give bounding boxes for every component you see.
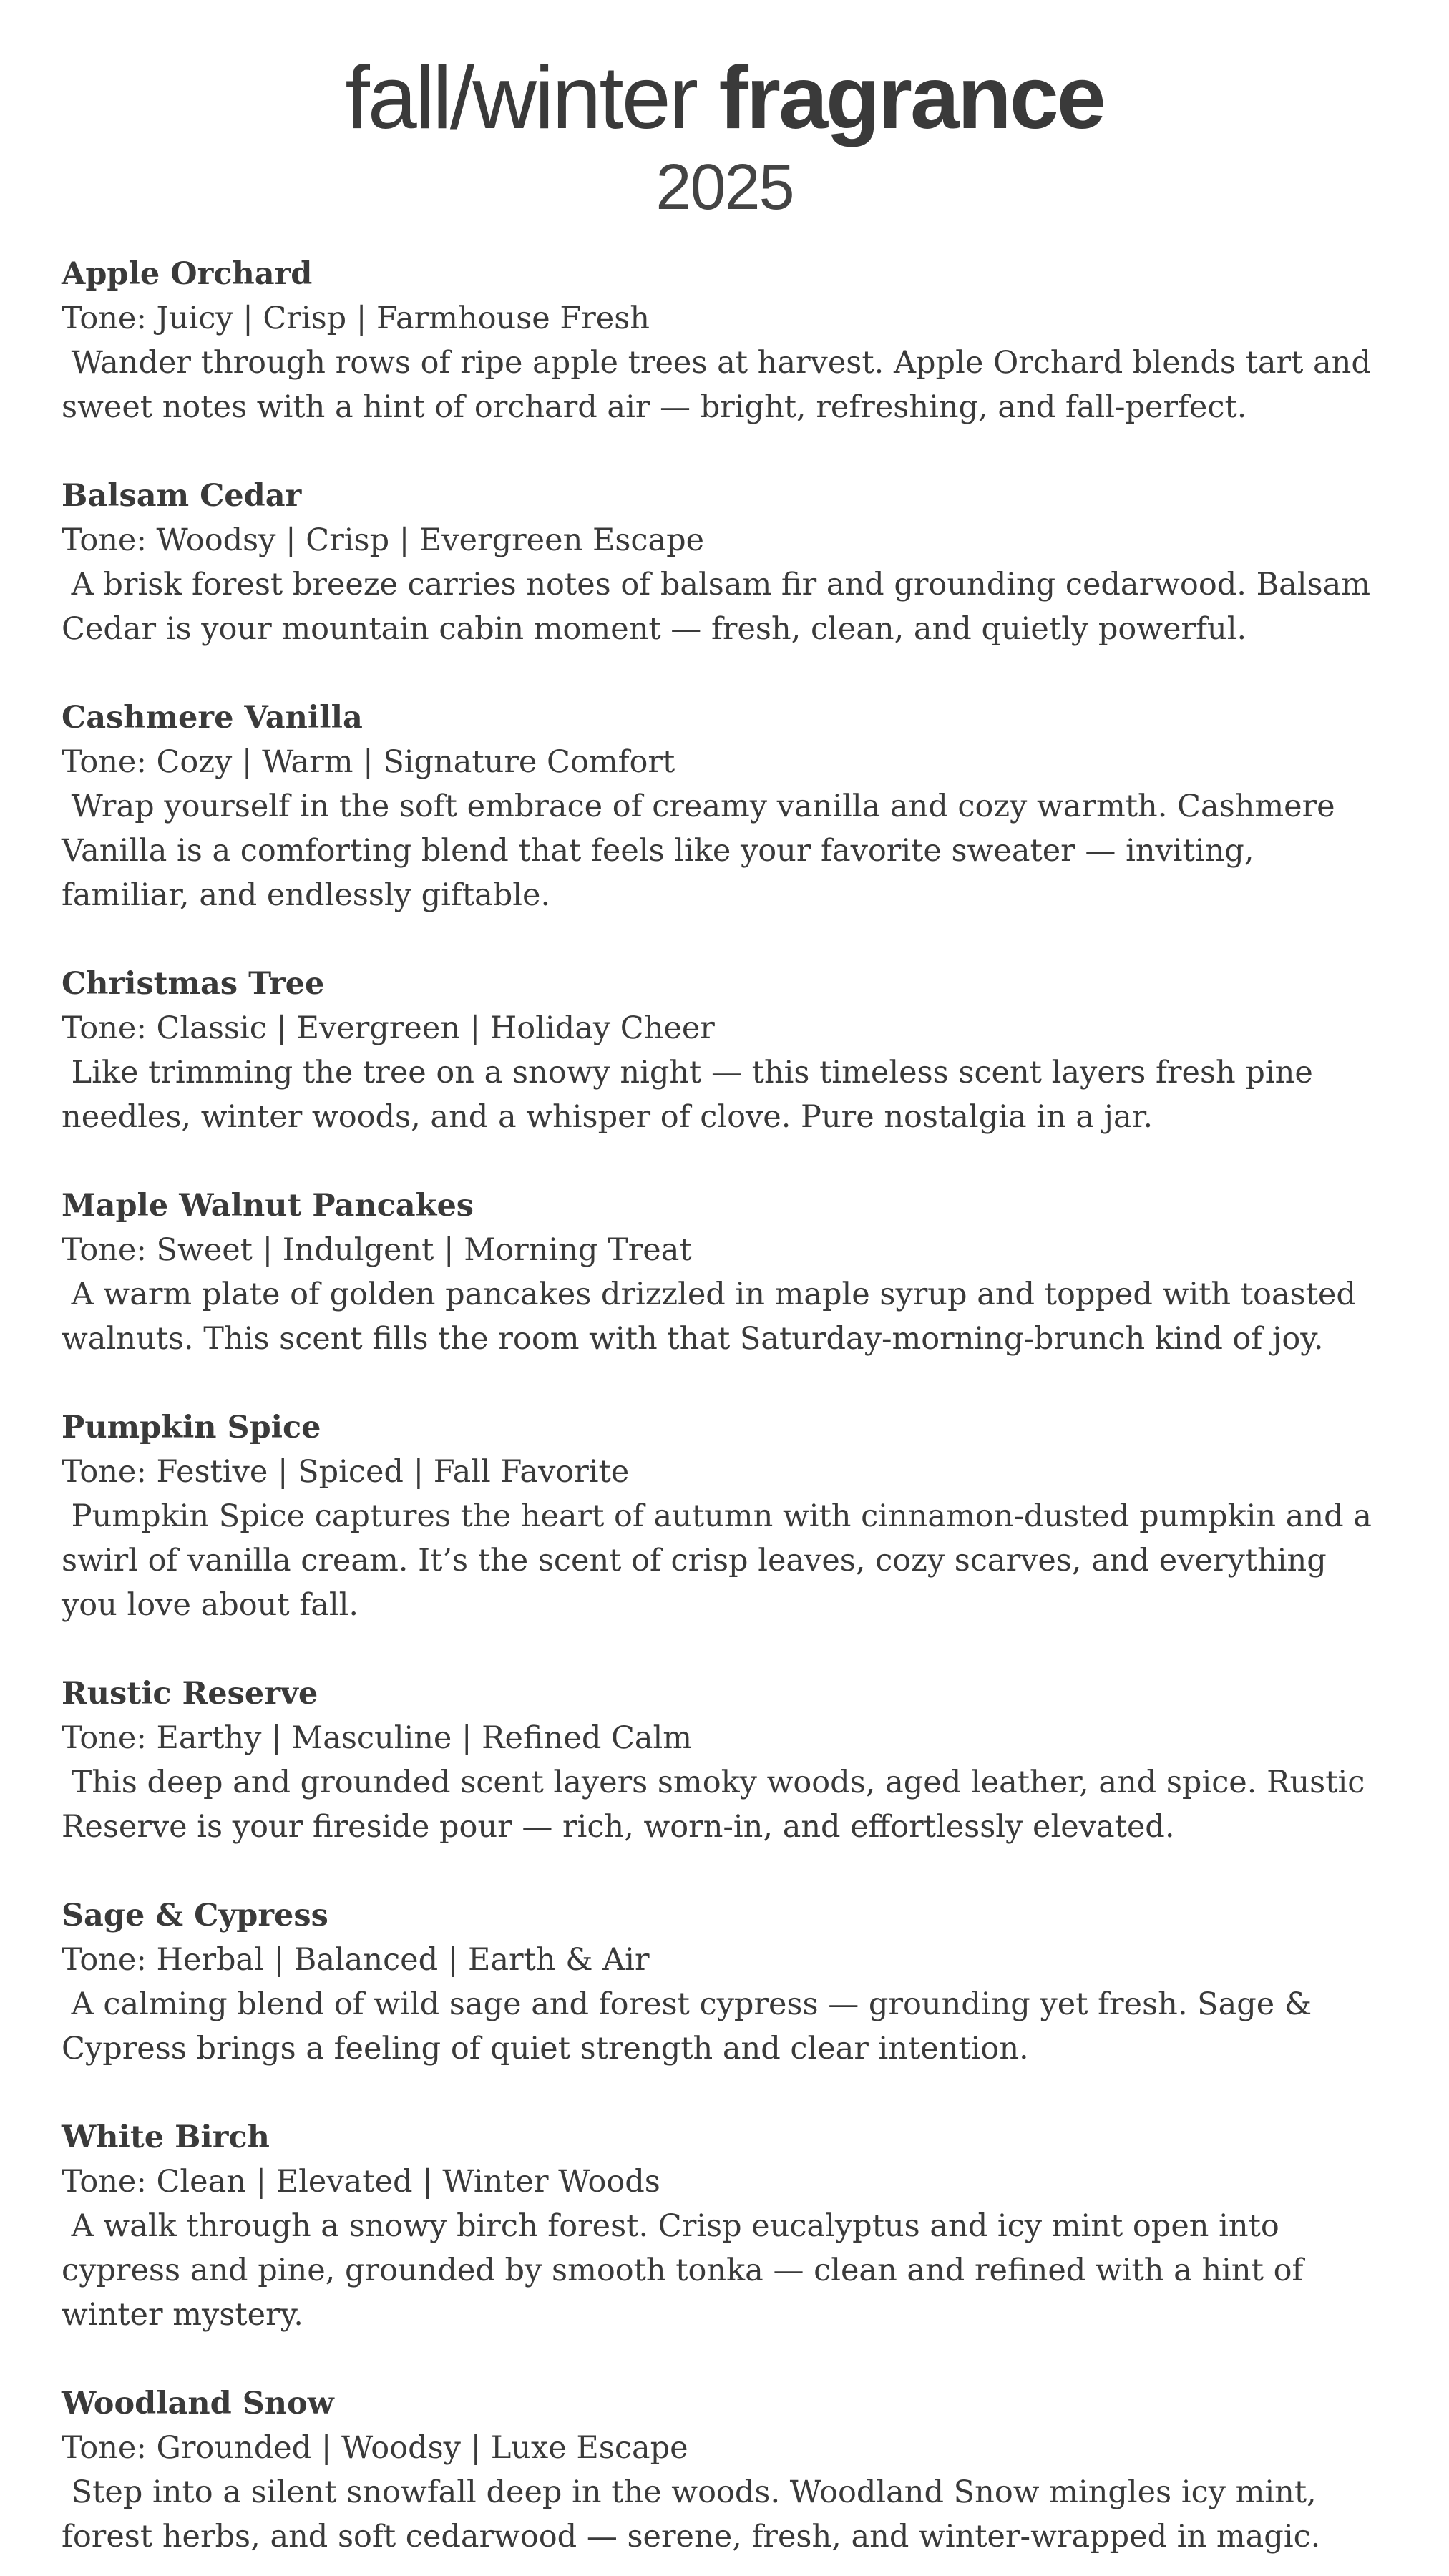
- fragrance-description: Pumpkin Spice captures the heart of autumn with cinnamon-dusted pumpkin and a swirl of vanilla cream. It’s the scent of crisp leaves, cozy scarves, and everything you love about fall.: [62, 1498, 1382, 1623]
- fragrance-name: Pumpkin Spice: [62, 1410, 321, 1445]
- fragrance-tone: Tone: Classic | Evergreen | Holiday Cheer: [62, 1010, 715, 1046]
- title-light: fall/winter: [345, 49, 719, 147]
- fragrance-description: A walk through a snowy birch forest. Crisp eucalyptus and icy mint open into cypress and pine, grounded by smooth tonka — clean and refined with a hint of winter mystery.: [62, 2208, 1314, 2333]
- fragrance-item: [62, 696, 1387, 917]
- fragrance-description: Wrap yourself in the soft embrace of creamy vanilla and cozy warmth. Cashmere Vanilla is a comforting blend that feels like your favorite sweater — inviting, familiar, and endlessly giftable.: [62, 789, 1345, 913]
- fragrance-tone: Tone: Herbal | Balanced | Earth & Air: [62, 1942, 650, 1978]
- fragrance-item: [62, 1672, 1387, 1849]
- fragrance-description: Step into a silent snowfall deep in the woods. Woodland Snow mingles icy mint, forest herbs, and soft cedarwood — serene, fresh, and winter-wrapped in magic.: [62, 2474, 1327, 2555]
- fragrance-name: Rustic Reserve: [62, 1676, 318, 1712]
- fragrance-description: Wander through rows of ripe apple trees at harvest. Apple Orchard blends tart and sweet notes with a hint of orchard air — bright, refreshing, and fall-perfect.: [62, 345, 1381, 425]
- fragrance-description: A brisk forest breeze carries notes of balsam fir and grounding cedarwood. Balsam Cedar is your mountain cabin moment — fresh, clean, and quietly powerful.: [62, 567, 1380, 647]
- page-year: 2025: [655, 152, 794, 223]
- fragrance-tone: Tone: Grounded | Woodsy | Luxe Escape: [62, 2430, 688, 2466]
- fragrance-tone: Tone: Cozy | Warm | Signature Comfort: [62, 744, 675, 780]
- fragrance-tone: Tone: Festive | Spiced | Fall Favorite: [62, 1454, 630, 1490]
- fragrance-item: [62, 1184, 1387, 1361]
- fragrance-name: Cashmere Vanilla: [62, 700, 363, 736]
- fragrance-tone: Tone: Earthy | Masculine | Refined Calm: [62, 1720, 693, 1756]
- fragrance-name: Maple Walnut Pancakes: [62, 1188, 474, 1224]
- fragrance-list: [62, 252, 1387, 2559]
- fragrance-name: White Birch: [62, 2119, 270, 2155]
- fragrance-item: [62, 962, 1387, 1139]
- fragrance-item: [62, 1405, 1387, 1627]
- fragrance-item: [62, 2381, 1387, 2559]
- page-header: [62, 0, 1387, 223]
- fragrance-tone: Tone: Sweet | Indulgent | Morning Treat: [62, 1232, 692, 1268]
- fragrance-tone: Tone: Clean | Elevated | Winter Woods: [62, 2164, 660, 2200]
- title-bold: fragrance: [718, 49, 1104, 147]
- fragrance-description: A calming blend of wild sage and forest cypress — grounding yet fresh. Sage & Cypress brings a feeling of quiet strength and clear intention.: [62, 1986, 1322, 2067]
- fragrance-name: Sage & Cypress: [62, 1898, 328, 1933]
- fragrance-tone: Tone: Juicy | Crisp | Farmhouse Fresh: [62, 301, 650, 336]
- fragrance-item: [62, 474, 1387, 651]
- fragrance-description: This deep and grounded scent layers smoky woods, aged leather, and spice. Rustic Reserve is your fireside pour — rich, worn-in, and effortlessly elevated.: [62, 1765, 1375, 1845]
- fragrance-description: A warm plate of golden pancakes drizzled in maple syrup and topped with toasted walnuts. This scent fills the room with that Saturday-morning-brunch kind of joy.: [62, 1277, 1366, 1357]
- fragrance-name: Apple Orchard: [62, 256, 313, 292]
- fragrance-tone: Tone: Woodsy | Crisp | Evergreen Escape: [62, 522, 705, 558]
- page-title: [62, 44, 1387, 152]
- fragrance-name: Balsam Cedar: [62, 478, 302, 514]
- fragrance-item: [62, 252, 1387, 429]
- fragrance-item: [62, 2115, 1387, 2337]
- fragrance-description: Like trimming the tree on a snowy night — this timeless scent layers fresh pine needles, winter woods, and a whisper of clove. Pure nostalgia in a jar.: [62, 1055, 1323, 1135]
- fragrance-name: Christmas Tree: [62, 966, 325, 1002]
- fragrance-name: Woodland Snow: [62, 2386, 334, 2421]
- fragrance-item: [62, 1893, 1387, 2071]
